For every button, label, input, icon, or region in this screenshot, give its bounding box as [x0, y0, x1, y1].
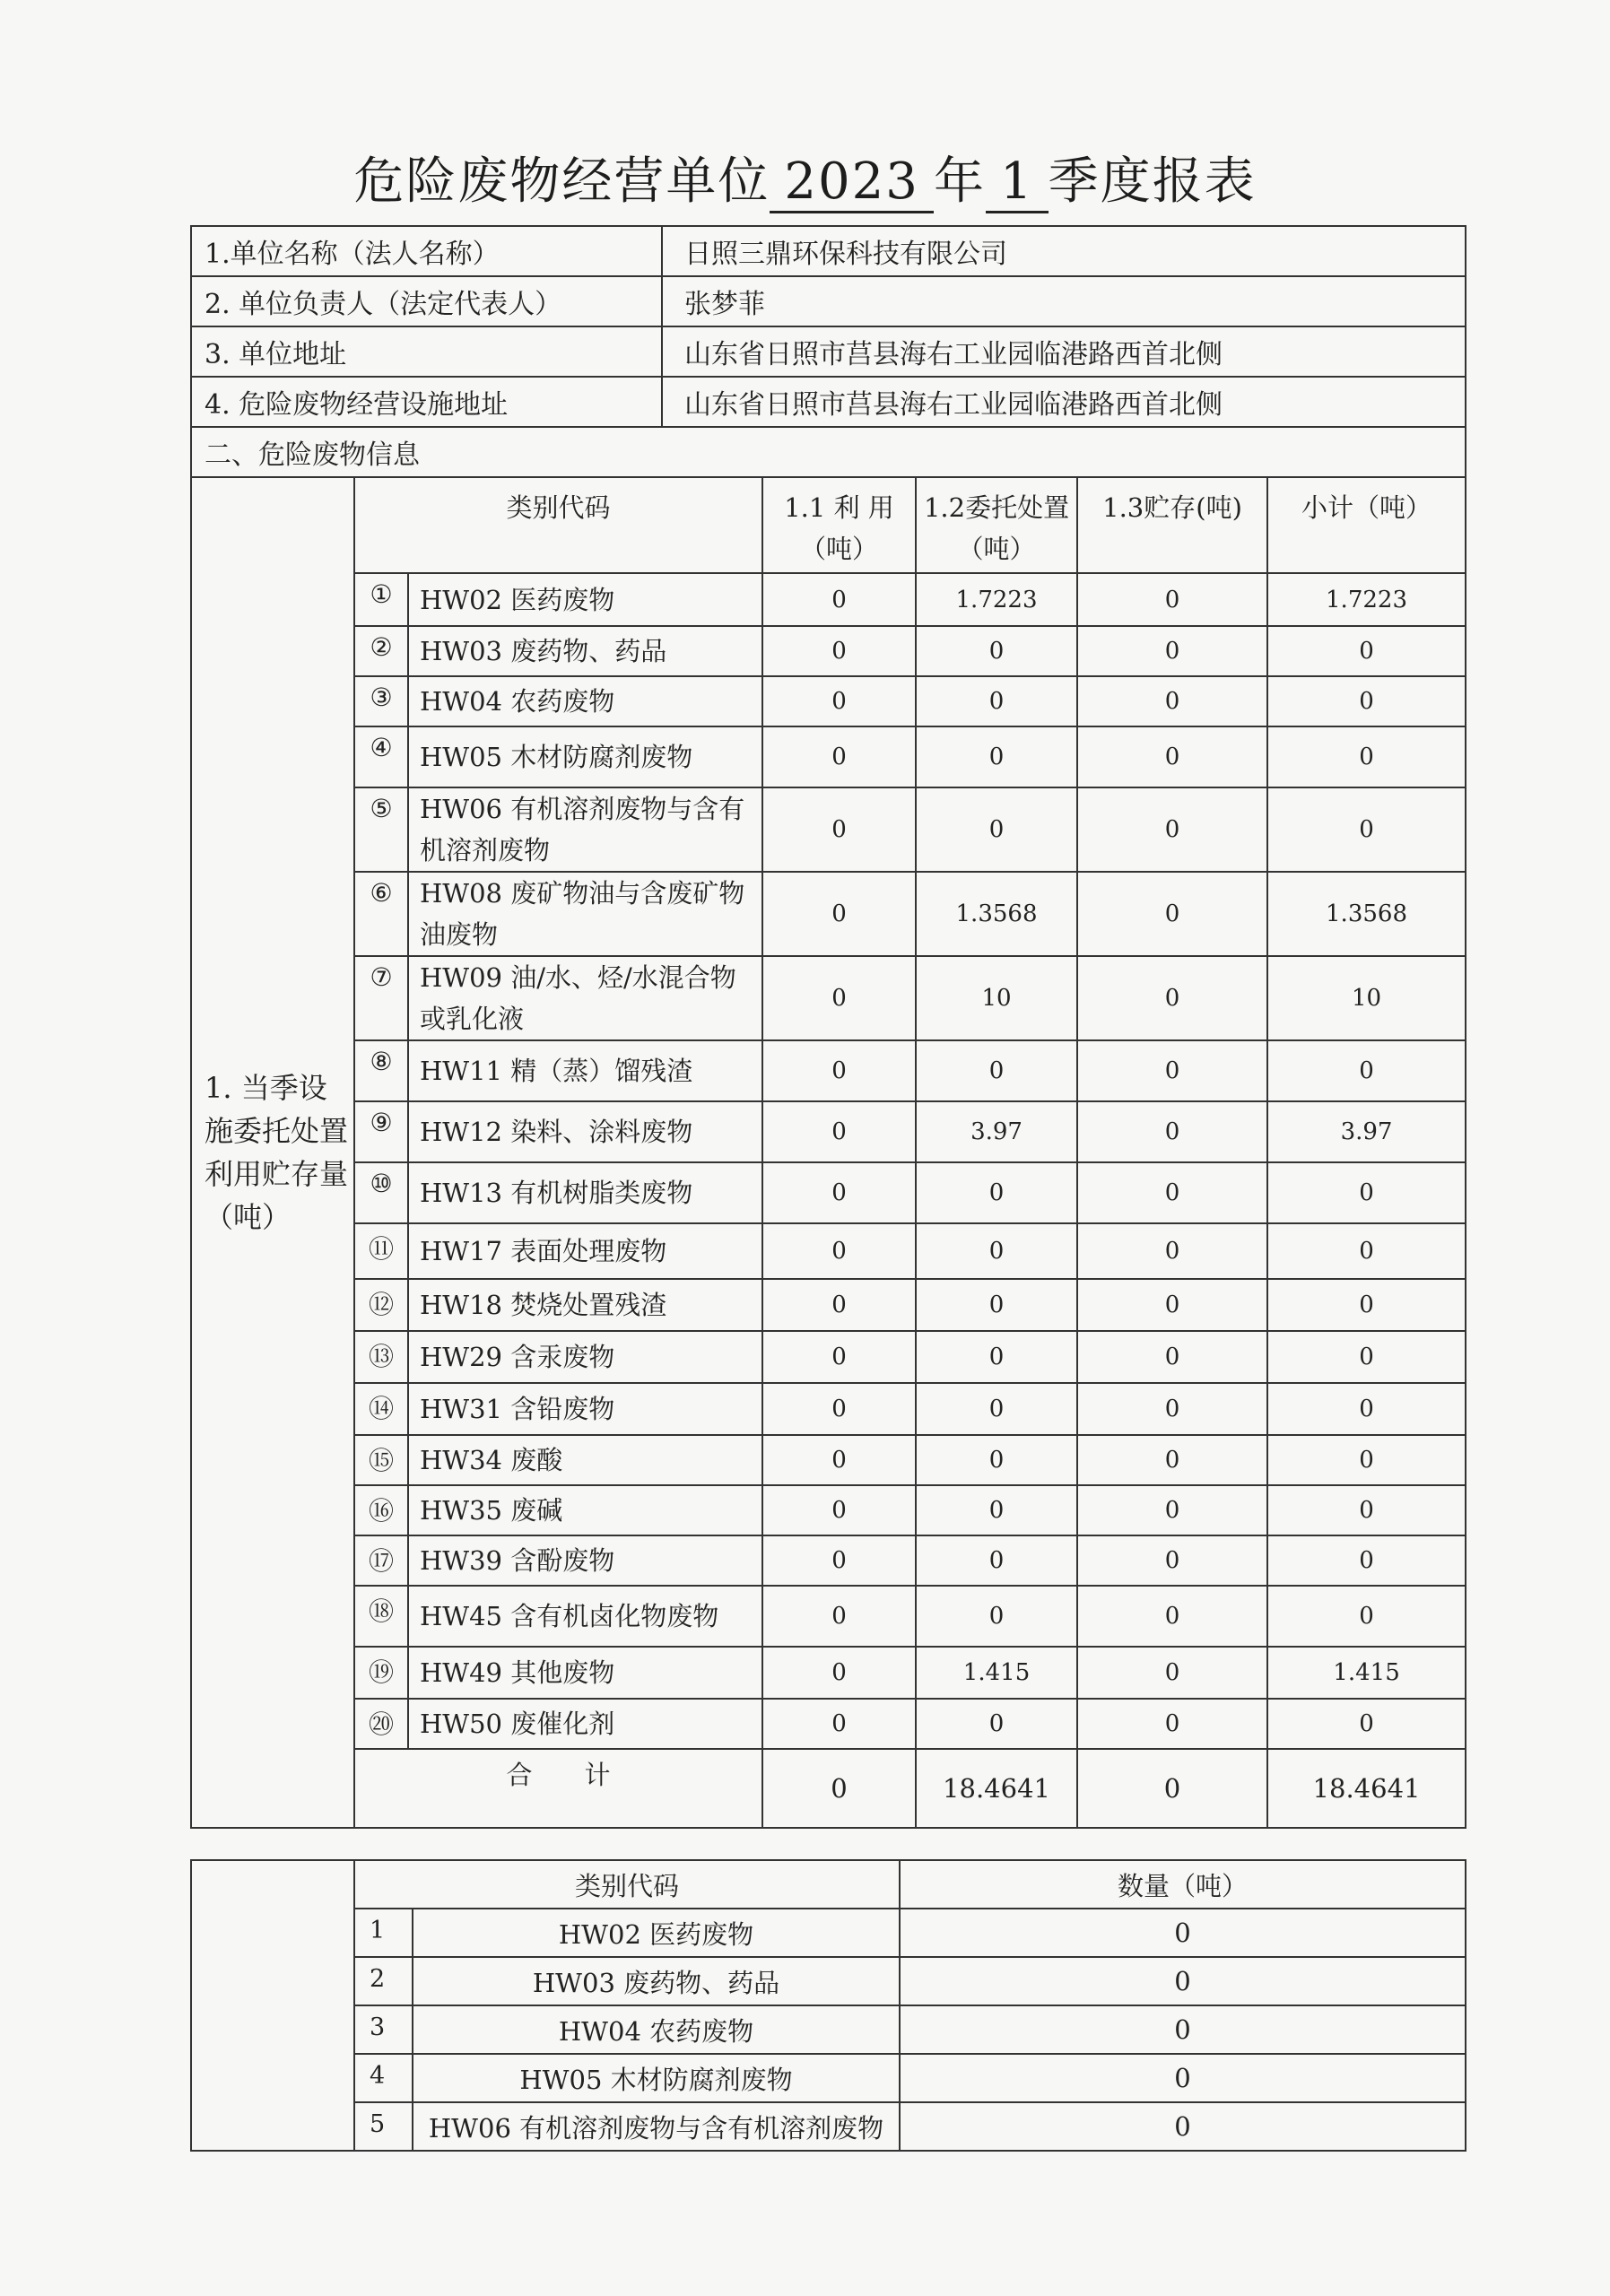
- row-number: ⑱: [354, 1586, 408, 1647]
- use-value: 0: [762, 1101, 916, 1162]
- waste-category: HW09 油/水、烃/水混合物或乳化液: [408, 956, 762, 1040]
- store-value: 0: [1077, 1101, 1267, 1162]
- info-value: 张梦菲: [662, 276, 1466, 326]
- use-value: 0: [762, 1647, 916, 1699]
- info-label: 2. 单位负责人（法定代表人）: [191, 276, 662, 326]
- use-value: 0: [762, 872, 916, 956]
- table-row: [191, 1279, 1466, 1331]
- info-row: [191, 377, 1466, 427]
- table-row: [191, 676, 1466, 726]
- storage-category: HW03 废药物、药品: [413, 1957, 900, 2005]
- storage-qty: 0: [900, 1909, 1466, 1957]
- table-row: [191, 787, 1466, 872]
- row-number: ⑬: [354, 1331, 408, 1383]
- store-value: 0: [1077, 573, 1267, 626]
- header-store: 1.3贮存(吨): [1077, 477, 1267, 573]
- section2-title: 二、危险废物信息: [191, 427, 1466, 477]
- table-row: [191, 1331, 1466, 1383]
- table-row: [191, 1435, 1466, 1485]
- storage-qty: 0: [900, 1957, 1466, 2005]
- waste-category: HW13 有机树脂类废物: [408, 1162, 762, 1223]
- waste-category: HW39 含酚废物: [408, 1535, 762, 1586]
- waste-quantity-table: [190, 476, 1466, 1829]
- storage-row: [191, 1957, 1466, 2005]
- row-number: ⑫: [354, 1279, 408, 1331]
- use-value: 0: [762, 1331, 916, 1383]
- title-year-suffix: 年: [933, 152, 986, 211]
- use-value: 0: [762, 1383, 916, 1435]
- row-number: ⑧: [354, 1040, 408, 1101]
- entrust-value: 0: [916, 1586, 1077, 1647]
- entrust-value: 1.415: [916, 1647, 1077, 1699]
- info-value: 山东省日照市莒县海右工业园临港路西首北侧: [662, 377, 1466, 427]
- table-row: [191, 1223, 1466, 1279]
- row-number: ⑲: [354, 1647, 408, 1699]
- row-number: ⑨: [354, 1101, 408, 1162]
- row-number: ⑦: [354, 956, 408, 1040]
- title-prefix: 危险废物经营单位: [353, 152, 770, 211]
- store-value: 0: [1077, 1162, 1267, 1223]
- subtotal-value: 0: [1267, 626, 1466, 676]
- header-subtotal: 小计（吨）: [1267, 477, 1466, 573]
- use-value: 0: [762, 1485, 916, 1535]
- store-value: 0: [1077, 1647, 1267, 1699]
- waste-category: HW35 废碱: [408, 1485, 762, 1535]
- subtotal-value: 3.97: [1267, 1101, 1466, 1162]
- info-value: 山东省日照市莒县海右工业园临港路西首北侧: [662, 326, 1466, 377]
- store-value: 0: [1077, 956, 1267, 1040]
- storage-category: HW06 有机溶剂废物与含有机溶剂废物: [413, 2102, 900, 2151]
- store-value: 0: [1077, 1586, 1267, 1647]
- use-value: 0: [762, 787, 916, 872]
- entrust-value: 0: [916, 1435, 1077, 1485]
- storage-header-qty: 数量（吨）: [900, 1860, 1466, 1909]
- entrust-value: 0: [916, 1279, 1077, 1331]
- subtotal-value: 0: [1267, 1040, 1466, 1101]
- header-code: 类别代码: [354, 477, 762, 573]
- entrust-value: 0: [916, 676, 1077, 726]
- subtotal-value: 0: [1267, 676, 1466, 726]
- store-value: 0: [1077, 872, 1267, 956]
- use-value: 0: [762, 626, 916, 676]
- table-row: [191, 1535, 1466, 1586]
- storage-row: [191, 2005, 1466, 2054]
- entrust-value: 3.97: [916, 1101, 1077, 1162]
- storage-index: 1: [354, 1909, 413, 1957]
- waste-category: HW17 表面处理废物: [408, 1223, 762, 1279]
- entrust-value: 0: [916, 1535, 1077, 1586]
- info-value: 日照三鼎环保科技有限公司: [662, 226, 1466, 276]
- waste-category: HW45 含有机卤化物废物: [408, 1586, 762, 1647]
- store-value: 0: [1077, 787, 1267, 872]
- row-number: ⑩: [354, 1162, 408, 1223]
- waste-category: HW50 废催化剂: [408, 1699, 762, 1749]
- info-row: [191, 226, 1466, 276]
- unit-info-table: [190, 225, 1466, 478]
- waste-category: HW03 废药物、药品: [408, 626, 762, 676]
- storage-index: 5: [354, 2102, 413, 2151]
- waste-category: HW11 精（蒸）馏残渣: [408, 1040, 762, 1101]
- header-use: 1.1 利 用（吨）: [762, 477, 916, 573]
- store-value: 0: [1077, 1435, 1267, 1485]
- store-value: 0: [1077, 1535, 1267, 1586]
- subtotal-value: 1.7223: [1267, 573, 1466, 626]
- subtotal-value: 0: [1267, 1699, 1466, 1749]
- table-row: [191, 1485, 1466, 1535]
- table-row: [191, 956, 1466, 1040]
- subtotal-value: 10: [1267, 956, 1466, 1040]
- storage-row: [191, 1909, 1466, 1957]
- table-row: [191, 1162, 1466, 1223]
- use-value: 0: [762, 1435, 916, 1485]
- info-label: 3. 单位地址: [191, 326, 662, 377]
- table-row: [191, 1101, 1466, 1162]
- storage-category: HW05 木材防腐剂废物: [413, 2054, 900, 2102]
- entrust-value: 0: [916, 726, 1077, 787]
- row-number: ①: [354, 573, 408, 626]
- table-row: [191, 1647, 1466, 1699]
- row-number: ⑥: [354, 872, 408, 956]
- use-value: 0: [762, 1535, 916, 1586]
- storage-row: [191, 2054, 1466, 2102]
- table-row: [191, 1586, 1466, 1647]
- entrust-value: 0: [916, 787, 1077, 872]
- entrust-value: 0: [916, 1040, 1077, 1101]
- subtotal-value: 0: [1267, 1435, 1466, 1485]
- use-value: 0: [762, 726, 916, 787]
- waste-category: HW34 废酸: [408, 1435, 762, 1485]
- entrust-value: 0: [916, 1223, 1077, 1279]
- table-row: [191, 573, 1466, 626]
- storage-index: 2: [354, 1957, 413, 2005]
- subtotal-value: 1.3568: [1267, 872, 1466, 956]
- storage-index: 3: [354, 2005, 413, 2054]
- row-number: ⑮: [354, 1435, 408, 1485]
- table-row: [191, 726, 1466, 787]
- storage-row: [191, 2102, 1466, 2151]
- waste-category: HW05 木材防腐剂废物: [408, 726, 762, 787]
- store-value: 0: [1077, 1223, 1267, 1279]
- entrust-value: 1.7223: [916, 573, 1077, 626]
- title-suffix: 季度报表: [1048, 152, 1257, 211]
- subtotal-value: 1.415: [1267, 1647, 1466, 1699]
- row-number: ⑯: [354, 1485, 408, 1535]
- total-entrust: 18.4641: [916, 1749, 1077, 1828]
- use-value: 0: [762, 1223, 916, 1279]
- waste-category: HW49 其他废物: [408, 1647, 762, 1699]
- row-number: ⑪: [354, 1223, 408, 1279]
- use-value: 0: [762, 676, 916, 726]
- row-number: ⑳: [354, 1699, 408, 1749]
- storage-header-row: [191, 1860, 1466, 1909]
- entrust-value: 0: [916, 1699, 1077, 1749]
- info-label: 4. 危险废物经营设施地址: [191, 377, 662, 427]
- store-value: 0: [1077, 1040, 1267, 1101]
- row-number: ⑭: [354, 1383, 408, 1435]
- storage-qty: 0: [900, 2005, 1466, 2054]
- header-entrust: 1.2委托处置（吨）: [916, 477, 1077, 573]
- storage-index: 4: [354, 2054, 413, 2102]
- total-row: [191, 1749, 1466, 1828]
- subtotal-value: 0: [1267, 1535, 1466, 1586]
- store-value: 0: [1077, 1699, 1267, 1749]
- use-value: 0: [762, 1699, 916, 1749]
- storage-category: HW04 农药废物: [413, 2005, 900, 2054]
- table-row: [191, 626, 1466, 676]
- total-use: 0: [762, 1749, 916, 1828]
- store-value: 0: [1077, 1279, 1267, 1331]
- row-number: ④: [354, 726, 408, 787]
- row-number: ②: [354, 626, 408, 676]
- waste-category: HW08 废矿物油与含废矿物油废物: [408, 872, 762, 956]
- section-title-row: [191, 427, 1466, 477]
- storage-table: [190, 1859, 1466, 2152]
- store-value: 0: [1077, 726, 1267, 787]
- entrust-value: 0: [916, 1485, 1077, 1535]
- title-quarter: 1: [986, 153, 1049, 213]
- info-row: [191, 276, 1466, 326]
- subtotal-value: 0: [1267, 1331, 1466, 1383]
- subtotal-value: 0: [1267, 1383, 1466, 1435]
- table-row: [191, 1699, 1466, 1749]
- subtotal-value: 0: [1267, 1279, 1466, 1331]
- table-row: [191, 1040, 1466, 1101]
- subtotal-value: 0: [1267, 1223, 1466, 1279]
- total-label: 合 计: [354, 1749, 762, 1828]
- waste-category: HW29 含汞废物: [408, 1331, 762, 1383]
- store-value: 0: [1077, 1331, 1267, 1383]
- info-label: 1.单位名称（法人名称）: [191, 226, 662, 276]
- info-row: [191, 326, 1466, 377]
- total-store: 0: [1077, 1749, 1267, 1828]
- subtotal-value: 0: [1267, 1586, 1466, 1647]
- use-value: 0: [762, 1040, 916, 1101]
- waste-category: HW18 焚烧处置残渣: [408, 1279, 762, 1331]
- table-header-row: [191, 477, 1466, 573]
- store-value: 0: [1077, 1383, 1267, 1435]
- table-row: [191, 1383, 1466, 1435]
- store-value: 0: [1077, 1485, 1267, 1535]
- total-subtotal: 18.4641: [1267, 1749, 1466, 1828]
- row-number: ③: [354, 676, 408, 726]
- entrust-value: 0: [916, 1162, 1077, 1223]
- store-value: 0: [1077, 626, 1267, 676]
- entrust-value: 10: [916, 956, 1077, 1040]
- entrust-value: 0: [916, 1331, 1077, 1383]
- waste-category: HW06 有机溶剂废物与含有机溶剂废物: [408, 787, 762, 872]
- row-number: ⑰: [354, 1535, 408, 1586]
- storage-category: HW02 医药废物: [413, 1909, 900, 1957]
- waste-category: HW04 农药废物: [408, 676, 762, 726]
- table-row: [191, 872, 1466, 956]
- waste-category: HW12 染料、涂料废物: [408, 1101, 762, 1162]
- storage-header-code: 类别代码: [354, 1860, 900, 1909]
- store-value: 0: [1077, 676, 1267, 726]
- storage-label-cell: [191, 1860, 354, 2151]
- storage-qty: 0: [900, 2102, 1466, 2151]
- entrust-value: 1.3568: [916, 872, 1077, 956]
- use-value: 0: [762, 1586, 916, 1647]
- subtotal-value: 0: [1267, 787, 1466, 872]
- subtotal-value: 0: [1267, 1162, 1466, 1223]
- waste-category: HW02 医药废物: [408, 573, 762, 626]
- title-year: 2023: [770, 153, 934, 213]
- use-value: 0: [762, 1162, 916, 1223]
- entrust-value: 0: [916, 626, 1077, 676]
- report-title: [0, 142, 1610, 213]
- subtotal-value: 0: [1267, 726, 1466, 787]
- entrust-value: 0: [916, 1383, 1077, 1435]
- subtotal-value: 0: [1267, 1485, 1466, 1535]
- waste-category: HW31 含铅废物: [408, 1383, 762, 1435]
- use-value: 0: [762, 956, 916, 1040]
- row-group-label: 1. 当季设施委托处置利用贮存量（吨）: [191, 477, 354, 1828]
- use-value: 0: [762, 1279, 916, 1331]
- use-value: 0: [762, 573, 916, 626]
- row-number: ⑤: [354, 787, 408, 872]
- storage-qty: 0: [900, 2054, 1466, 2102]
